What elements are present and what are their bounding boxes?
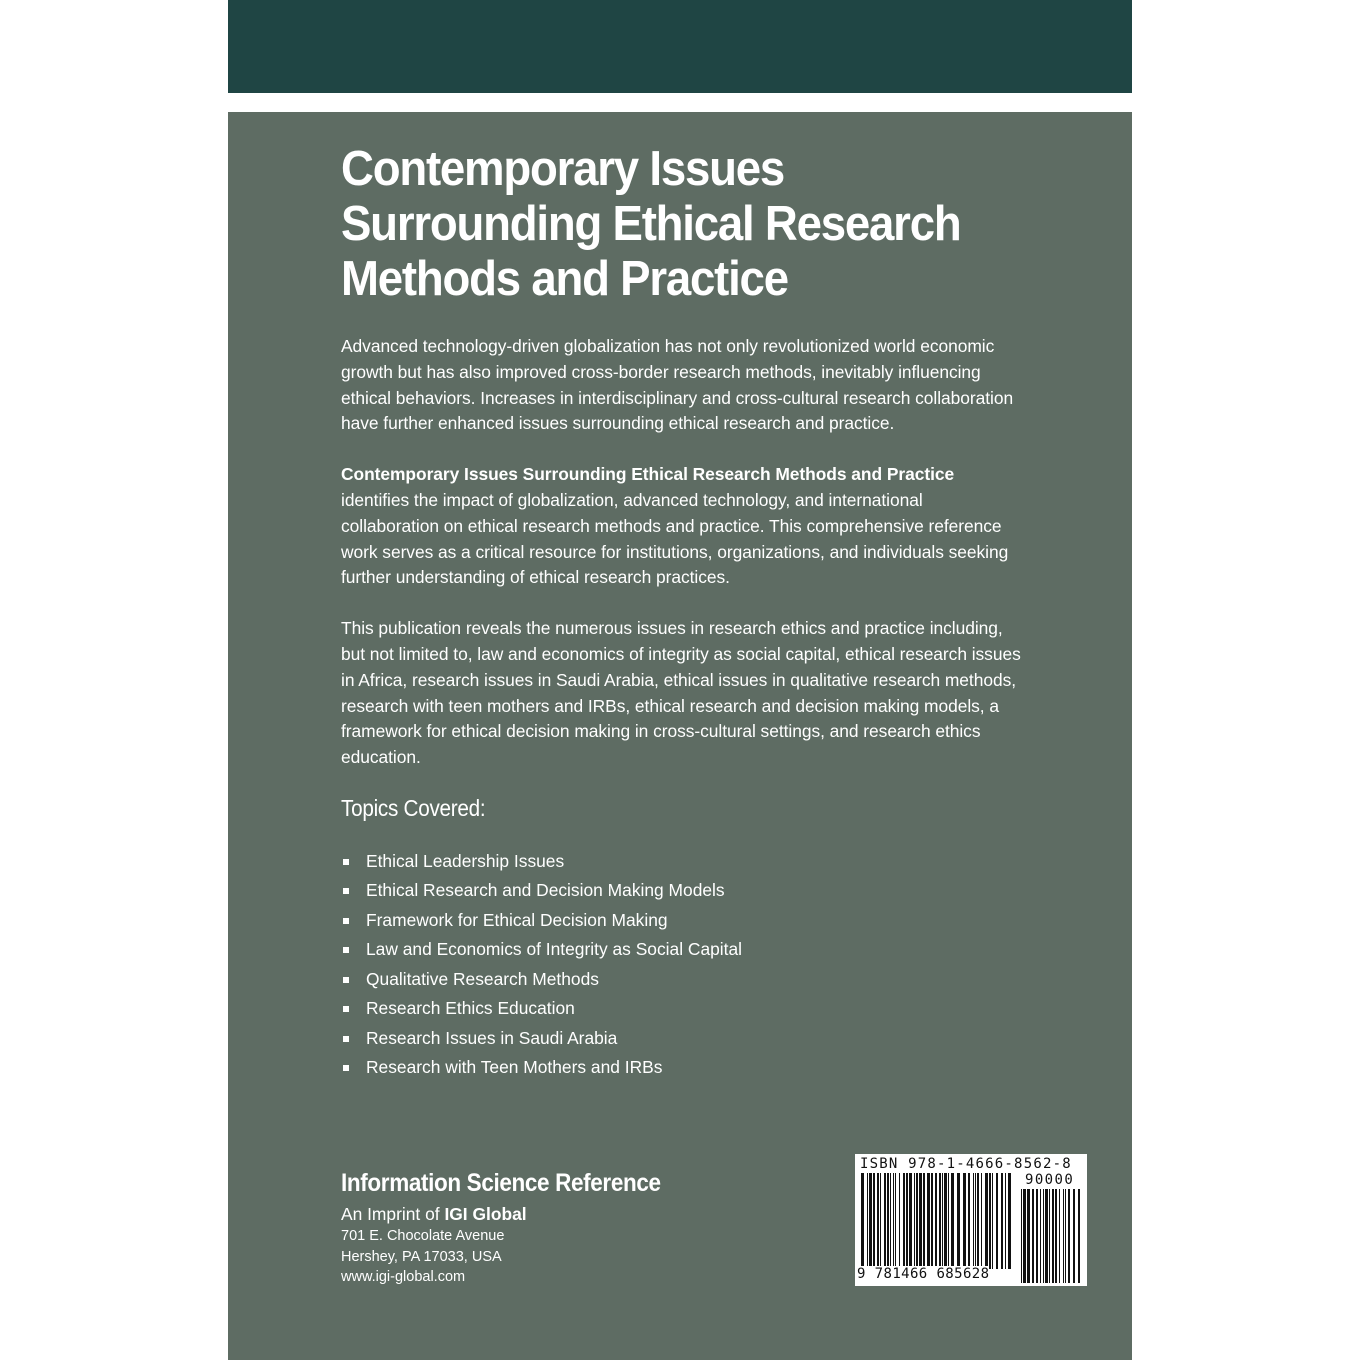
barcode-bar <box>1049 1189 1050 1283</box>
barcode-bar <box>895 1173 896 1269</box>
square-bullet-icon <box>343 1036 349 1042</box>
square-bullet-icon <box>343 1006 349 1012</box>
description-paragraph-3: This publication reveals the numerous issues in research ethics and practice including, but not limited to, law and economics of integrity as social capital, ethical research issues in Africa, research issues in Saudi Arabia, ethical issues in qualitative research methods, research with teen mothers and IRBs, ethical research and decision making models, a framework for ethical decision making in cross-cultural settings, and research ethics education. <box>341 618 1021 768</box>
barcode-bar <box>880 1173 881 1269</box>
publisher-name: Information Science Reference <box>341 1169 661 1197</box>
barcode-bar <box>906 1173 908 1269</box>
barcode-bar <box>996 1173 998 1269</box>
barcode-bar <box>927 1173 930 1269</box>
imprint-prefix: An Imprint of <box>341 1204 440 1224</box>
barcode-bar <box>1052 1189 1054 1283</box>
barcode-bar <box>916 1173 918 1269</box>
barcode-bar <box>1055 1189 1057 1283</box>
square-bullet-icon <box>343 918 349 924</box>
description-paragraph-1: Advanced technology-driven globalization has not only revolutionized world economic growth but has also improved cross-border research methods, inevitably influencing ethical behaviors. Increases in interdisciplinary and cross-cultural research collaboration have further enhanced issues surrounding ethical research and practice. <box>341 336 1014 434</box>
barcode-bar <box>992 1173 993 1269</box>
topic-item <box>341 1053 1021 1083</box>
barcode-bar <box>1005 1173 1006 1269</box>
address-line-2: Hershey, PA 17033, USA <box>341 1248 502 1265</box>
barcode-bar <box>893 1173 894 1269</box>
barcode-bar <box>1036 1189 1038 1283</box>
topic-item <box>341 847 1021 877</box>
barcode-bar <box>977 1173 979 1269</box>
barcode-bar <box>877 1173 879 1269</box>
barcode-bar <box>1040 1189 1041 1283</box>
topic-label: Research Ethics Education <box>366 998 575 1019</box>
barcode-bar <box>909 1173 912 1269</box>
barcode-bar <box>981 1173 982 1269</box>
topic-item <box>341 994 1021 1024</box>
barcode-bar <box>1073 1189 1075 1283</box>
barcode-bar <box>935 1173 937 1269</box>
barcode-bar <box>939 1173 941 1269</box>
topic-label: Research Issues in Saudi Arabia <box>366 1027 618 1048</box>
barcode-bar <box>1043 1189 1044 1283</box>
barcode-bar <box>869 1173 872 1269</box>
barcode-bar <box>1008 1173 1011 1269</box>
title-line: Surrounding Ethical Research <box>341 197 961 251</box>
barcode-bar <box>931 1173 933 1269</box>
topic-item <box>341 965 1021 995</box>
barcode-bar <box>914 1173 915 1269</box>
topic-label: Law and Economics of Integrity as Social Capital <box>366 939 743 960</box>
price-code: 90000 <box>1025 1172 1075 1188</box>
barcode-bar <box>957 1173 960 1269</box>
isbn-barcode <box>855 1154 1087 1286</box>
barcode-bar <box>899 1173 900 1269</box>
description-paragraph-2-text: identifies the impact of globalization, advanced technology, and international collaboration on ethical research methods and practice. This comprehensive reference work serves as a critical resource for institutions, organizations, and individuals seeking further understanding of ethical research practices. <box>341 489 1009 588</box>
title-line: Contemporary Issues <box>341 142 785 196</box>
topics-heading: Topics Covered: <box>341 794 486 821</box>
description-paragraph-2 <box>341 462 1021 591</box>
barcode-bar <box>963 1173 966 1269</box>
square-bullet-icon <box>343 947 349 953</box>
barcode-bar <box>1021 1189 1022 1283</box>
barcode-bar <box>873 1173 875 1269</box>
barcode-bar <box>861 1173 864 1269</box>
barcode-bar <box>1027 1189 1030 1283</box>
isbn-text: ISBN 978-1-4666-8562-8 <box>860 1156 1072 1172</box>
barcode-bar <box>942 1173 943 1269</box>
topic-item <box>341 1024 1021 1054</box>
barcode-bar <box>989 1173 991 1269</box>
topic-label: Framework for Ethical Decision Making <box>366 909 668 930</box>
barcode-bar <box>867 1173 868 1269</box>
topics-list <box>341 847 1021 1083</box>
barcode-bar <box>1059 1189 1060 1283</box>
barcode-bars-icon <box>861 1173 1011 1269</box>
topic-label: Qualitative Research Methods <box>366 968 599 989</box>
barcode-bar <box>1001 1173 1003 1269</box>
publisher-block <box>341 1168 696 1288</box>
square-bullet-icon <box>343 859 349 865</box>
barcode-bar <box>968 1173 970 1269</box>
barcode-bar <box>944 1173 947 1269</box>
barcode-bar <box>890 1173 891 1269</box>
barcode-bar <box>951 1173 954 1269</box>
barcode-digits: 9 781466 685628 <box>857 1266 990 1282</box>
barcode-bar <box>948 1173 949 1269</box>
barcode-bar <box>975 1173 976 1269</box>
publisher-website: www.igi-global.com <box>341 1269 466 1285</box>
cover-content <box>341 142 1021 1083</box>
barcode-bar <box>887 1173 889 1269</box>
barcode-bar <box>1065 1189 1066 1283</box>
barcode-bar <box>919 1173 922 1269</box>
barcode-bar <box>884 1173 886 1269</box>
barcode-addon-bars-icon <box>1021 1189 1083 1283</box>
barcode-bar <box>1045 1189 1048 1283</box>
barcode-bar <box>973 1173 974 1269</box>
topic-item <box>341 906 1021 936</box>
topic-label: Ethical Research and Decision Making Models <box>366 880 725 901</box>
topic-label: Ethical Leadership Issues <box>366 850 565 871</box>
topic-item <box>341 935 1021 965</box>
square-bullet-icon <box>343 888 349 894</box>
address-line-1: 701 E. Chocolate Avenue <box>341 1228 505 1244</box>
top-color-band <box>228 0 1132 93</box>
imprint-line <box>341 1202 696 1226</box>
topic-item <box>341 876 1021 906</box>
imprint-name: IGI Global <box>444 1204 527 1224</box>
square-bullet-icon <box>343 977 349 983</box>
barcode-bar <box>923 1173 925 1269</box>
barcode-bar <box>1063 1189 1064 1283</box>
barcode-bar <box>1032 1189 1034 1283</box>
barcode-bar <box>985 1173 988 1269</box>
back-cover <box>228 112 1132 1360</box>
barcode-bar <box>903 1173 905 1269</box>
barcode-bar <box>1078 1189 1080 1283</box>
topic-label: Research with Teen Mothers and IRBs <box>366 1057 663 1078</box>
barcode-bar <box>1023 1189 1026 1283</box>
barcode-bar <box>1068 1189 1070 1283</box>
title-line: Methods and Practice <box>341 252 788 306</box>
square-bullet-icon <box>343 1065 349 1071</box>
book-title-inline: Contemporary Issues Surrounding Ethical Research Methods and Practice <box>341 464 955 485</box>
book-title <box>341 142 1011 307</box>
